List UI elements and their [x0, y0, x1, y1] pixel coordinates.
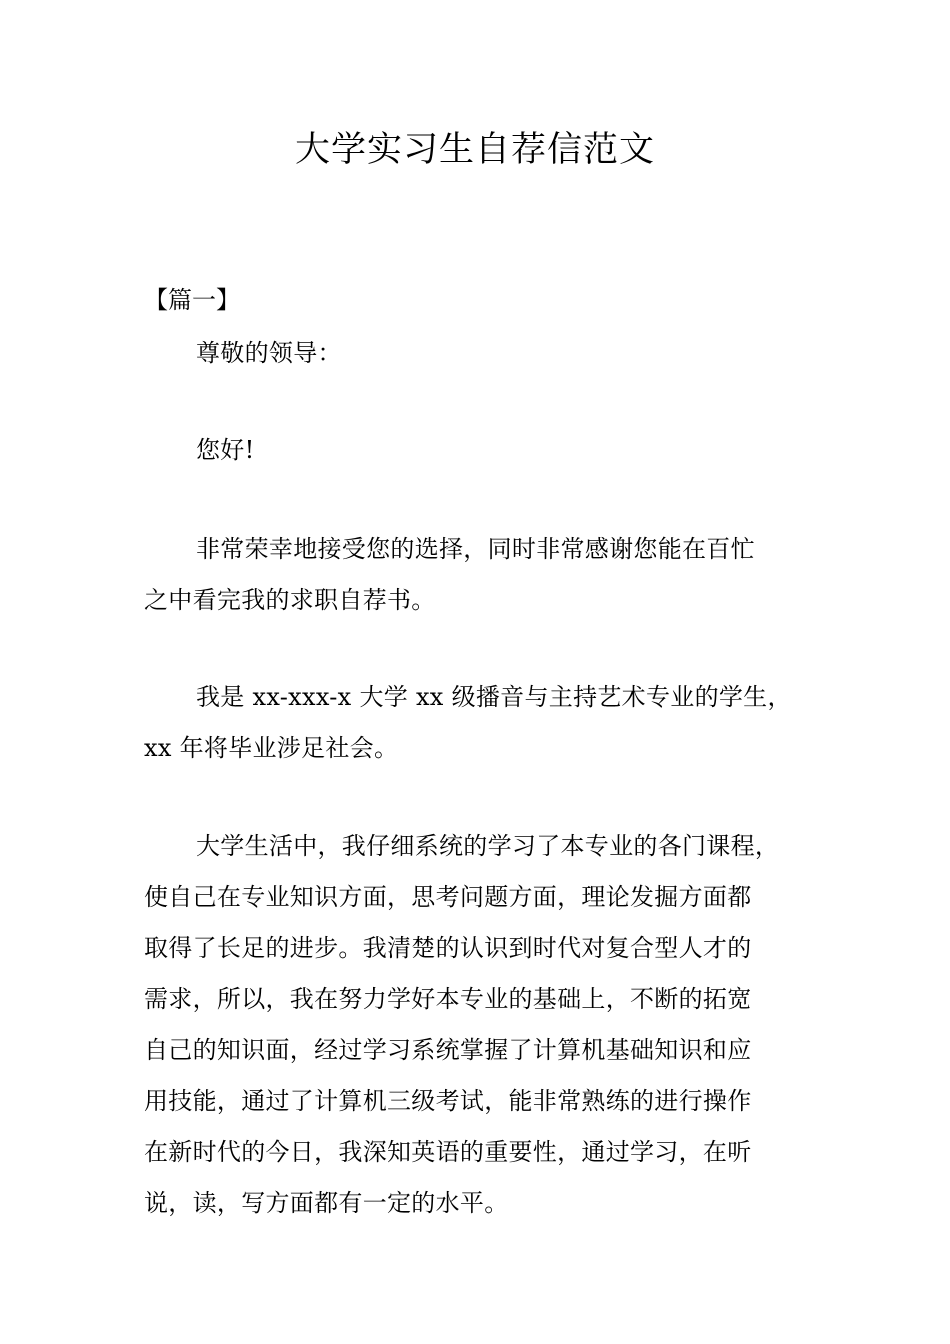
paragraph-line: 用技能，通过了计算机三级考试，能非常熟练的进行操作	[144, 1087, 752, 1115]
section-heading: 【篇一】	[144, 286, 240, 314]
paragraph-2	[144, 672, 808, 774]
paragraph-3	[144, 821, 808, 1229]
paragraph-line: 我是 xx-xxx-x 大学 xx 级播音与主持艺术专业的学生，	[196, 683, 792, 711]
salutation: 尊敬的领导：	[196, 339, 342, 367]
greeting: 您好!	[196, 436, 255, 464]
paragraph-line: 需求，所以，我在努力学好本专业的基础上，不断的拓宽	[144, 985, 752, 1013]
paragraph-line: 取得了长足的进步。我清楚的认识到时代对复合型人才的	[144, 934, 752, 962]
paragraph-line: 之中看完我的求职自荐书。	[144, 586, 436, 614]
paragraph-line: 大学生活中，我仔细系统的学习了本专业的各门课程，	[196, 832, 780, 860]
paragraph-line: 使自己在专业知识方面，思考问题方面，理论发掘方面都	[144, 883, 752, 911]
paragraph-line: 说，读，写方面都有一定的水平。	[144, 1189, 509, 1217]
paragraph-1	[144, 524, 808, 626]
paragraph-line: xx 年将毕业涉足社会。	[144, 734, 399, 762]
paragraph-line: 在新时代的今日，我深知英语的重要性，通过学习，在听	[144, 1138, 752, 1166]
document-title: 大学实习生自荐信范文	[294, 130, 655, 170]
paragraph-line: 非常荣幸地接受您的选择，同时非常感谢您能在百忙	[196, 535, 755, 563]
paragraph-line: 自己的知识面，经过学习系统掌握了计算机基础知识和应	[144, 1036, 752, 1064]
